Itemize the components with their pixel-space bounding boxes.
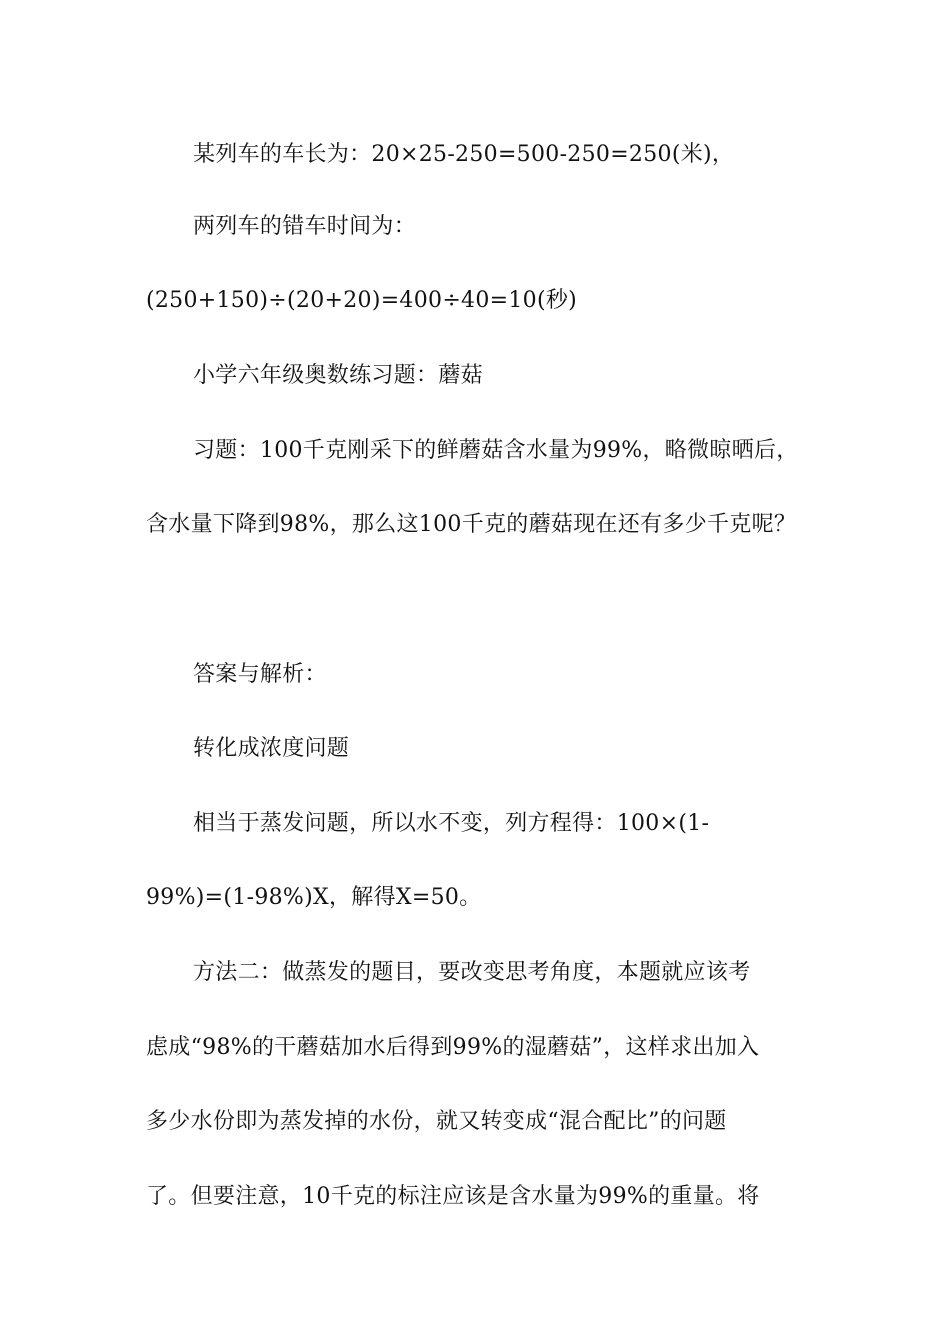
- text-line-passing-time-formula: (250+150)÷(20+20)=400÷40=10(秒): [146, 288, 578, 313]
- text-line-method-two-1: 方法二：做蒸发的题目，要改变思考角度，本题就应该考: [193, 960, 751, 985]
- text-line-concentration: 转化成浓度问题: [193, 736, 350, 761]
- text-line-answer-heading: 答案与解析：: [193, 662, 327, 687]
- text-line-equation-1: 相当于蒸发问题，所以水不变，列方程得：100×(1-: [193, 811, 710, 836]
- text-line-method-two-2: 虑成“98%的干蘑菇加水后得到99%的湿蘑菇”，这样求出加入: [146, 1035, 760, 1060]
- text-line-equation-2: 99%)=(1-98%)X，解得X=50。: [146, 885, 482, 910]
- text-line-car-length: 某列车的车长为：20×25-250=500-250=250(米)，: [193, 142, 735, 167]
- text-line-passing-time-label: 两列车的错车时间为：: [193, 214, 417, 239]
- text-line-method-two-4: 了。但要注意，10千克的标注应该是含水量为99%的重量。将: [146, 1184, 760, 1209]
- text-line-method-two-3: 多少水份即为蒸发掉的水份，就又转变成“混合配比”的问题: [146, 1109, 727, 1134]
- text-line-section-heading: 小学六年级奥数练习题：蘑菇: [193, 363, 483, 388]
- text-line-problem-2: 含水量下降到98%，那么这100千克的蘑菇现在还有多少千克呢？: [146, 512, 797, 537]
- text-line-problem-1: 习题：100千克刚采下的鲜蘑菇含水量为99%，略微晾晒后，: [193, 438, 799, 463]
